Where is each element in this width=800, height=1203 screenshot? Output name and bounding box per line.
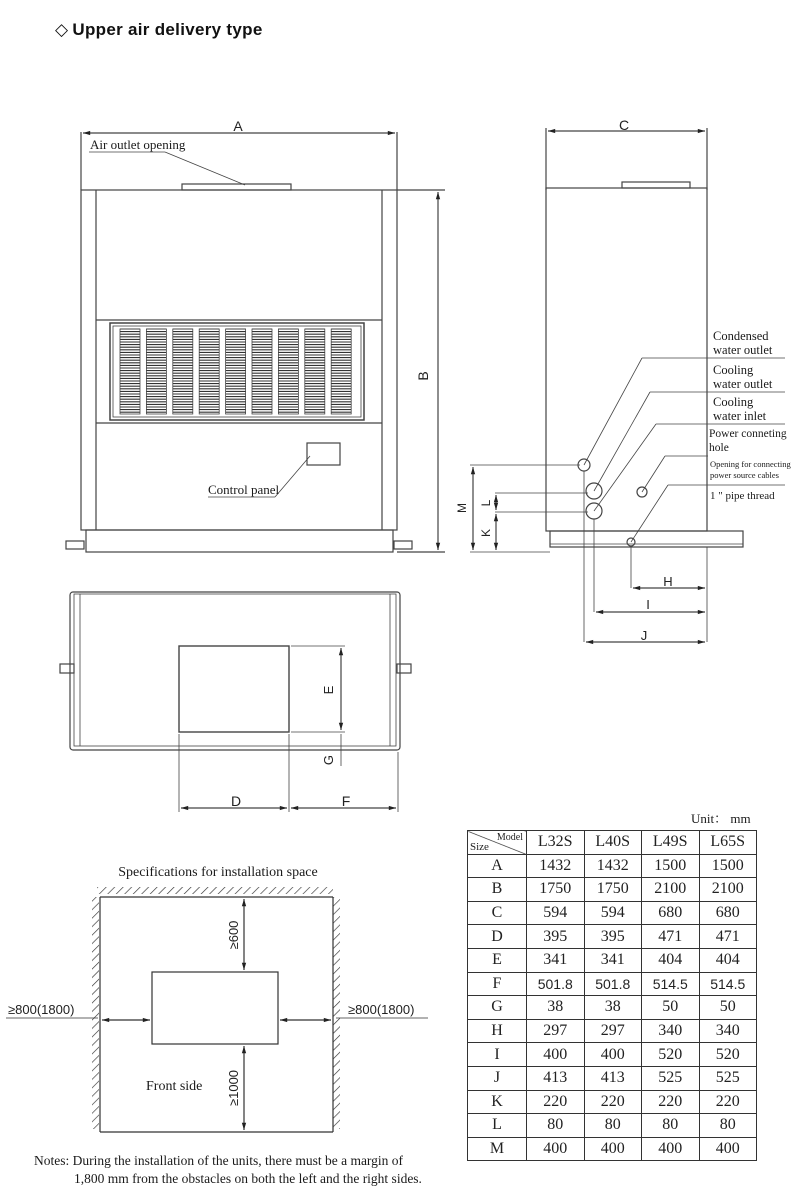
- left-clearance-label: ≥800(1800): [8, 1002, 75, 1017]
- size-cell: B: [468, 878, 527, 902]
- size-cell: I: [468, 1043, 527, 1067]
- value-cell: 520: [699, 1043, 757, 1067]
- table-row: [468, 1090, 757, 1114]
- value-cell: 340: [699, 1019, 757, 1043]
- callout-cooling-inlet-1: Cooling: [713, 395, 754, 409]
- value-cell: 341: [527, 948, 585, 972]
- size-cell: A: [468, 854, 527, 878]
- value-cell: 680: [699, 901, 757, 925]
- value-cell: 340: [642, 1019, 700, 1043]
- size-cell: K: [468, 1090, 527, 1114]
- value-cell: 50: [699, 996, 757, 1020]
- value-cell: 400: [527, 1137, 585, 1161]
- model-header: L40S: [584, 831, 642, 855]
- value-cell: 400: [642, 1137, 700, 1161]
- dimension-a-label: A: [233, 118, 243, 134]
- grille-louvers: [120, 329, 351, 414]
- size-cell: J: [468, 1066, 527, 1090]
- callout-power-2: hole: [709, 442, 729, 454]
- size-cell: H: [468, 1019, 527, 1043]
- size-cell: D: [468, 925, 527, 949]
- value-cell: 400: [584, 1137, 642, 1161]
- table-row: [468, 1043, 757, 1067]
- value-cell: 501.8: [584, 972, 642, 996]
- callout-condensed-1: Condensed: [713, 329, 769, 343]
- table-row: [468, 1019, 757, 1043]
- notes-line-2: 1,800 mm from the obstacles on both the left and the right sides.: [74, 1171, 422, 1186]
- value-cell: 1500: [699, 854, 757, 878]
- dimension-c-label: C: [618, 117, 630, 133]
- dimension-m-label: M: [455, 503, 469, 513]
- air-outlet-label: Air outlet opening: [90, 137, 186, 152]
- callout-cables-1: Opening for connecting: [710, 459, 791, 469]
- table-header-row: [468, 831, 757, 855]
- installation-notes: [34, 1152, 422, 1188]
- value-cell: 471: [642, 925, 700, 949]
- callout-cables-2: power source cables: [710, 470, 779, 480]
- side-callouts: [709, 329, 791, 502]
- spec-table: [467, 830, 757, 1161]
- right-clearance-label: ≥800(1800): [348, 1002, 415, 1017]
- dimension-k-label: K: [479, 528, 493, 538]
- value-cell: 680: [642, 901, 700, 925]
- size-cell: C: [468, 901, 527, 925]
- dimension-l-label: L: [479, 499, 493, 507]
- notes-line-1: Notes: During the installation of the units, there must be a margin of: [34, 1153, 404, 1168]
- installation-space-title: Specifications for installation space: [118, 865, 318, 880]
- table-row: [468, 878, 757, 902]
- table-row: [468, 972, 757, 996]
- value-cell: 220: [642, 1090, 700, 1114]
- bottom-clearance-label: ≥1000: [226, 1069, 241, 1107]
- table-row: [468, 925, 757, 949]
- unit-label: Unit： mm: [691, 811, 751, 826]
- value-cell: 594: [584, 901, 642, 925]
- value-cell: 1432: [584, 854, 642, 878]
- value-cell: 514.5: [699, 972, 757, 996]
- value-cell: 525: [699, 1066, 757, 1090]
- value-cell: 501.8: [527, 972, 585, 996]
- corner-size-label: Size: [470, 840, 489, 853]
- page-title-text: Upper air delivery type: [72, 20, 263, 39]
- size-cell: M: [468, 1137, 527, 1161]
- value-cell: 297: [584, 1019, 642, 1043]
- dimension-b-label: B: [415, 371, 431, 381]
- front-side-label: Front side: [146, 1079, 203, 1094]
- table-row: [468, 1114, 757, 1138]
- value-cell: 413: [527, 1066, 585, 1090]
- model-header: L49S: [642, 831, 700, 855]
- diamond-icon: ◇: [55, 20, 69, 39]
- callout-pipe-thread: 1 " pipe thread: [710, 490, 775, 502]
- value-cell: 400: [584, 1043, 642, 1067]
- table-row: [468, 1066, 757, 1090]
- size-cell: G: [468, 996, 527, 1020]
- callout-cooling-outlet-2: water outlet: [713, 377, 773, 391]
- dimension-f-label: F: [341, 793, 351, 809]
- value-cell: 400: [527, 1043, 585, 1067]
- value-cell: 50: [642, 996, 700, 1020]
- dimension-e-label: E: [321, 685, 336, 695]
- table-row: [468, 948, 757, 972]
- value-cell: 220: [699, 1090, 757, 1114]
- corner-model-label: Model: [496, 832, 523, 843]
- value-cell: 1432: [527, 854, 585, 878]
- callout-cooling-outlet-1: Cooling: [713, 363, 754, 377]
- callout-power-1: Power conneting: [709, 428, 787, 440]
- value-cell: 2100: [699, 878, 757, 902]
- table-row: [468, 996, 757, 1020]
- value-cell: 395: [584, 925, 642, 949]
- value-cell: 471: [699, 925, 757, 949]
- value-cell: 404: [699, 948, 757, 972]
- value-cell: 520: [642, 1043, 700, 1067]
- table-row: [468, 901, 757, 925]
- value-cell: 395: [527, 925, 585, 949]
- value-cell: 297: [527, 1019, 585, 1043]
- value-cell: 404: [642, 948, 700, 972]
- value-cell: 1750: [584, 878, 642, 902]
- value-cell: 80: [584, 1114, 642, 1138]
- value-cell: 38: [527, 996, 585, 1020]
- top-clearance-label: ≥600: [226, 920, 241, 950]
- value-cell: 413: [584, 1066, 642, 1090]
- callout-cooling-inlet-2: water inlet: [713, 409, 767, 423]
- size-cell: F: [468, 972, 527, 996]
- value-cell: 400: [699, 1137, 757, 1161]
- dimension-i-label: I: [646, 597, 650, 612]
- value-cell: 594: [527, 901, 585, 925]
- dimension-j-label: J: [640, 628, 648, 643]
- model-header: L32S: [527, 831, 585, 855]
- model-header: L65S: [699, 831, 757, 855]
- value-cell: 80: [699, 1114, 757, 1138]
- value-cell: 80: [527, 1114, 585, 1138]
- table-row: [468, 854, 757, 878]
- callout-condensed-2: water outlet: [713, 343, 773, 357]
- value-cell: 2100: [642, 878, 700, 902]
- table-row: [468, 1137, 757, 1161]
- value-cell: 1500: [642, 854, 700, 878]
- value-cell: 341: [584, 948, 642, 972]
- value-cell: 220: [584, 1090, 642, 1114]
- value-cell: 38: [584, 996, 642, 1020]
- value-cell: 525: [642, 1066, 700, 1090]
- value-cell: 514.5: [642, 972, 700, 996]
- value-cell: 80: [642, 1114, 700, 1138]
- size-cell: E: [468, 948, 527, 972]
- size-cell: L: [468, 1114, 527, 1138]
- dimension-d-label: D: [230, 793, 242, 809]
- value-cell: 220: [527, 1090, 585, 1114]
- top-view: [60, 592, 411, 812]
- value-cell: 1750: [527, 878, 585, 902]
- dimension-g-label: G: [321, 754, 336, 766]
- control-panel-label: Control panel: [208, 482, 280, 497]
- table-corner-cell: [468, 831, 527, 855]
- dimension-h-label: H: [663, 574, 673, 589]
